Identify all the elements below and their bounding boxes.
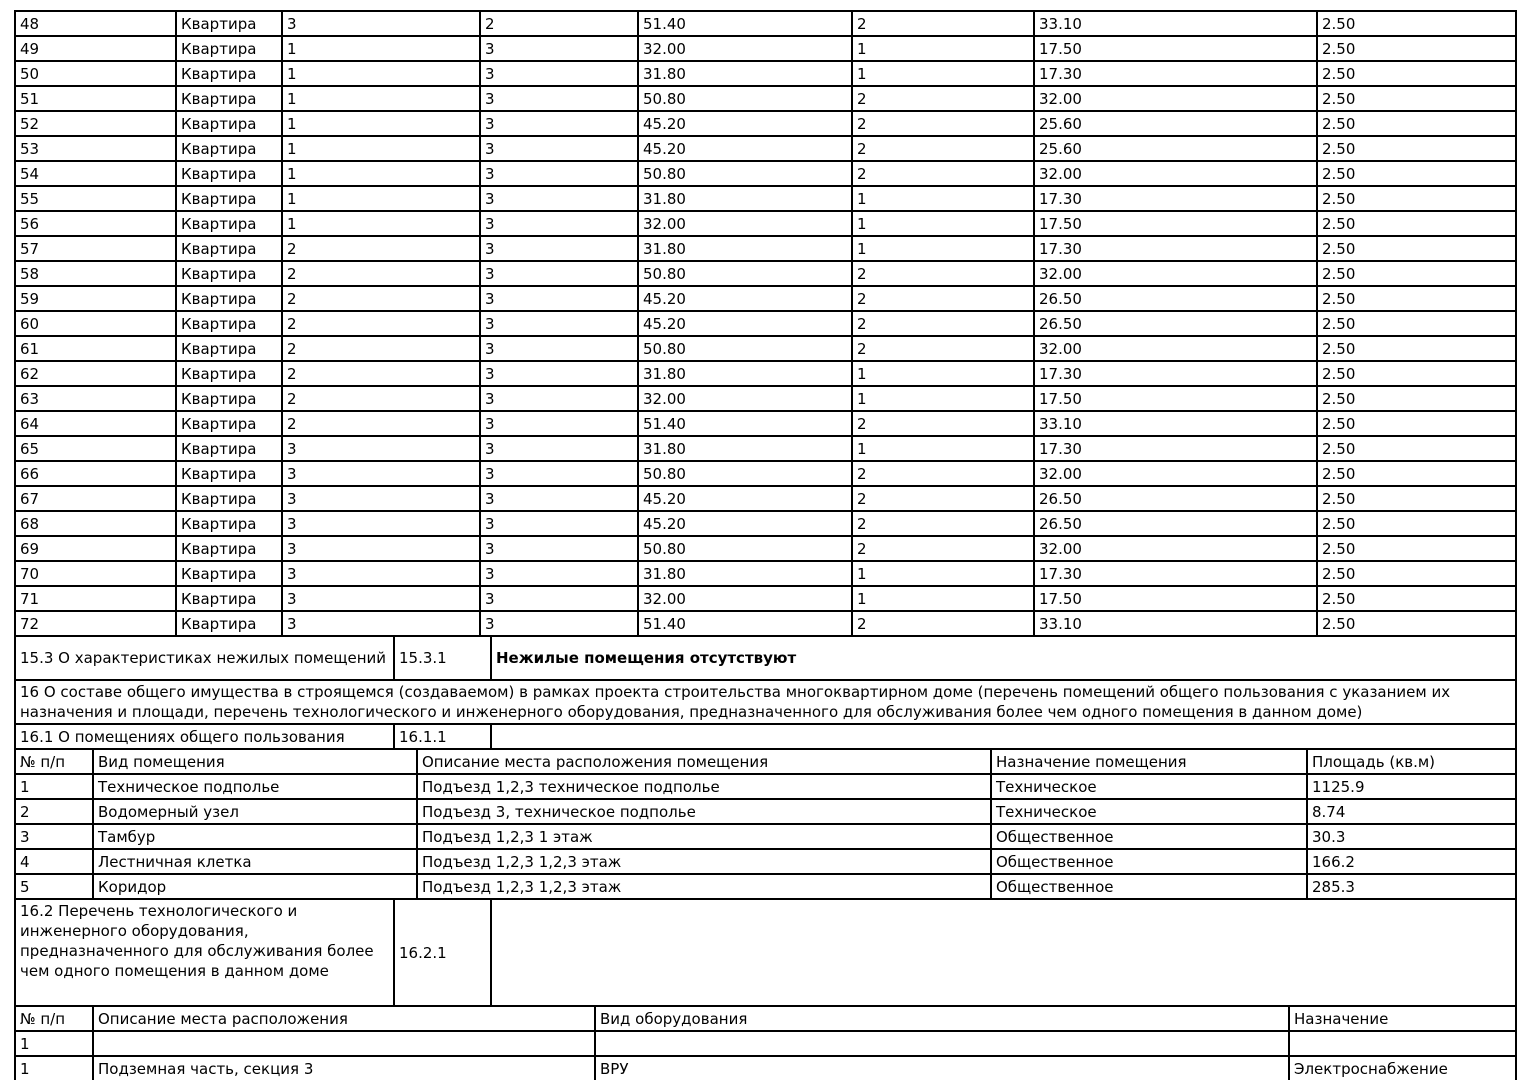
table-cell: Квартира <box>176 286 282 311</box>
table-cell: 3 <box>480 161 638 186</box>
table-cell: 2.50 <box>1317 311 1516 336</box>
table-cell: Квартира <box>176 236 282 261</box>
table-cell: 3 <box>480 436 638 461</box>
table-cell: 32.00 <box>638 211 852 236</box>
table-cell: 1 <box>282 61 480 86</box>
column-header: № п/п <box>15 749 93 774</box>
table-cell: Квартира <box>176 61 282 86</box>
table-cell: 2.50 <box>1317 536 1516 561</box>
section-16-1-code: 16.1.1 <box>394 724 491 749</box>
table-cell: 31.80 <box>638 186 852 211</box>
table-cell: 2 <box>282 311 480 336</box>
table-cell: 17.30 <box>1034 361 1317 386</box>
table-header-row <box>15 1006 1516 1031</box>
table-cell: Квартира <box>176 586 282 611</box>
table-cell: 2.50 <box>1317 261 1516 286</box>
table-cell: 3 <box>282 536 480 561</box>
table-cell: 31.80 <box>638 61 852 86</box>
table-cell: 33.10 <box>1034 11 1317 36</box>
table-row <box>15 536 1516 561</box>
table-cell: 33.10 <box>1034 411 1317 436</box>
table-cell: 17.50 <box>1034 211 1317 236</box>
table-cell: 3 <box>480 511 638 536</box>
table-cell: 2 <box>852 161 1034 186</box>
table-cell: 49 <box>15 36 176 61</box>
table-cell: 3 <box>480 536 638 561</box>
table-cell: 1 <box>852 561 1034 586</box>
table-cell: 1 <box>852 586 1034 611</box>
table-cell: 45.20 <box>638 136 852 161</box>
table-cell: Квартира <box>176 411 282 436</box>
table-cell: Квартира <box>176 436 282 461</box>
table-cell: Квартира <box>176 311 282 336</box>
table-cell: 3 <box>282 511 480 536</box>
table-cell: Квартира <box>176 536 282 561</box>
table-cell: 3 <box>15 824 93 849</box>
table-cell: 3 <box>480 611 638 636</box>
table-cell: 2.50 <box>1317 511 1516 536</box>
table-cell: 1 <box>15 1056 93 1080</box>
table-cell: 50.80 <box>638 536 852 561</box>
table-cell: 2 <box>852 111 1034 136</box>
table-cell: 2 <box>852 11 1034 36</box>
table-cell: 1 <box>15 774 93 799</box>
table-row <box>15 11 1516 36</box>
table-cell: 48 <box>15 11 176 36</box>
table-cell: 2 <box>852 511 1034 536</box>
table-cell: 3 <box>480 586 638 611</box>
table-cell: 45.20 <box>638 511 852 536</box>
table-cell: 2.50 <box>1317 86 1516 111</box>
table-cell: Квартира <box>176 361 282 386</box>
table-cell: 60 <box>15 311 176 336</box>
table-cell: 2 <box>852 311 1034 336</box>
table-row <box>15 511 1516 536</box>
table-cell: 33.10 <box>1034 611 1317 636</box>
table-cell: 2.50 <box>1317 336 1516 361</box>
table-cell: 5 <box>15 874 93 899</box>
table-row <box>15 611 1516 636</box>
section-15-3-label: 15.3 О характеристиках нежилых помещений <box>15 636 394 680</box>
table-cell: Квартира <box>176 611 282 636</box>
table-row <box>15 236 1516 261</box>
table-row <box>15 680 1516 724</box>
table-cell: 56 <box>15 211 176 236</box>
table-row <box>15 386 1516 411</box>
table-cell: 17.30 <box>1034 561 1317 586</box>
table-cell: 3 <box>282 486 480 511</box>
table-cell: 2 <box>852 461 1034 486</box>
table-cell: 65 <box>15 436 176 461</box>
table-cell: 32.00 <box>1034 261 1317 286</box>
table-cell: 2 <box>852 536 1034 561</box>
table-cell: 31.80 <box>638 436 852 461</box>
table-cell: 1 <box>15 1031 93 1056</box>
table-cell: 3 <box>480 461 638 486</box>
table-cell: 67 <box>15 486 176 511</box>
table-cell: 2.50 <box>1317 461 1516 486</box>
table-cell: 17.50 <box>1034 36 1317 61</box>
table-cell: 63 <box>15 386 176 411</box>
table-row <box>15 724 1516 749</box>
table-cell: 1 <box>282 36 480 61</box>
table-row <box>15 61 1516 86</box>
table-cell: Подъезд 3, техническое подполье <box>417 799 991 824</box>
table-cell: 58 <box>15 261 176 286</box>
table-cell: 2.50 <box>1317 286 1516 311</box>
table-cell: 1 <box>852 211 1034 236</box>
table-cell: 3 <box>282 611 480 636</box>
column-header: Вид оборудования <box>595 1006 1289 1031</box>
table-cell: Квартира <box>176 186 282 211</box>
table-cell: 2 <box>282 336 480 361</box>
table-cell: 2.50 <box>1317 236 1516 261</box>
table-cell: Квартира <box>176 261 282 286</box>
table-cell: 3 <box>282 461 480 486</box>
table-row <box>15 186 1516 211</box>
table-cell: 69 <box>15 536 176 561</box>
table-cell: 1 <box>282 136 480 161</box>
table-cell: 2.50 <box>1317 36 1516 61</box>
table-cell: 68 <box>15 511 176 536</box>
column-header: № п/п <box>15 1006 93 1031</box>
table-cell: 2.50 <box>1317 111 1516 136</box>
table-cell: Подъезд 1,2,3 1,2,3 этаж <box>417 874 991 899</box>
table-cell: 26.50 <box>1034 311 1317 336</box>
table-cell: 2.50 <box>1317 411 1516 436</box>
column-header: Назначение <box>1289 1006 1516 1031</box>
apartments-table <box>14 10 1517 637</box>
table-cell: 31.80 <box>638 361 852 386</box>
table-cell: 1 <box>852 36 1034 61</box>
table-cell: 3 <box>480 211 638 236</box>
table-row <box>15 336 1516 361</box>
table-cell: Техническое <box>991 774 1307 799</box>
table-cell: 1 <box>282 186 480 211</box>
table-row <box>15 849 1516 874</box>
table-cell: 8.74 <box>1307 799 1516 824</box>
section-16-1-label: 16.1 О помещениях общего пользования <box>15 724 394 749</box>
table-cell: 50.80 <box>638 336 852 361</box>
table-cell: 17.30 <box>1034 61 1317 86</box>
table-cell: 50.80 <box>638 261 852 286</box>
table-cell: Подъезд 1,2,3 техническое подполье <box>417 774 991 799</box>
table-cell: 1 <box>852 361 1034 386</box>
table-row <box>15 436 1516 461</box>
table-cell: 2.50 <box>1317 611 1516 636</box>
table-cell: 32.00 <box>1034 161 1317 186</box>
table-cell: 3 <box>480 86 638 111</box>
table-cell: Техническое <box>991 799 1307 824</box>
table-row <box>15 111 1516 136</box>
table-cell: 1 <box>282 86 480 111</box>
table-cell: 26.50 <box>1034 511 1317 536</box>
table-cell: 1 <box>852 236 1034 261</box>
table-row <box>15 261 1516 286</box>
table-cell: Коридор <box>93 874 417 899</box>
table-cell: 2.50 <box>1317 561 1516 586</box>
table-cell: 2.50 <box>1317 586 1516 611</box>
table-cell <box>1289 1031 1516 1056</box>
table-cell: 54 <box>15 161 176 186</box>
table-cell: 25.60 <box>1034 111 1317 136</box>
table-row <box>15 311 1516 336</box>
section-15-3-value: Нежилые помещения отсутствуют <box>491 636 1516 680</box>
table-cell: Квартира <box>176 386 282 411</box>
column-header: Площадь (кв.м) <box>1307 749 1516 774</box>
table-cell: 2.50 <box>1317 161 1516 186</box>
table-cell: 1 <box>282 111 480 136</box>
table-cell: Лестничная клетка <box>93 849 417 874</box>
table-cell: 2 <box>282 386 480 411</box>
table-cell: Подъезд 1,2,3 1,2,3 этаж <box>417 849 991 874</box>
table-cell: 3 <box>480 36 638 61</box>
table-row <box>15 136 1516 161</box>
table-cell: 50.80 <box>638 86 852 111</box>
table-row <box>15 486 1516 511</box>
column-header: Назначение помещения <box>991 749 1307 774</box>
table-row <box>15 799 1516 824</box>
table-cell: 2.50 <box>1317 486 1516 511</box>
table-cell: 45.20 <box>638 311 852 336</box>
table-row <box>15 774 1516 799</box>
table-cell: 1 <box>852 436 1034 461</box>
table-cell: 17.30 <box>1034 236 1317 261</box>
table-cell: 3 <box>480 286 638 311</box>
section-16-header <box>14 679 1517 725</box>
table-cell: 3 <box>480 311 638 336</box>
table-cell <box>93 1031 595 1056</box>
table-cell: 3 <box>480 361 638 386</box>
table-cell: Квартира <box>176 486 282 511</box>
table-cell: 17.50 <box>1034 386 1317 411</box>
table-cell: 45.20 <box>638 486 852 511</box>
table-cell: 70 <box>15 561 176 586</box>
table-cell: 72 <box>15 611 176 636</box>
table-cell: Техническое подполье <box>93 774 417 799</box>
section-16-1-row <box>14 723 1517 750</box>
table-cell: 51.40 <box>638 411 852 436</box>
table-cell: 50 <box>15 61 176 86</box>
table-cell: 1 <box>852 386 1034 411</box>
table-cell: 32.00 <box>638 386 852 411</box>
section-15-3-row <box>14 635 1517 681</box>
table-cell: 51.40 <box>638 611 852 636</box>
table-cell: 3 <box>480 336 638 361</box>
table-cell: Квартира <box>176 111 282 136</box>
table-cell: 2 <box>852 411 1034 436</box>
table-cell: Водомерный узел <box>93 799 417 824</box>
table-cell: 2.50 <box>1317 61 1516 86</box>
column-header: Описание места расположения <box>93 1006 595 1031</box>
table-cell: Подземная часть, секция 3 <box>93 1056 595 1080</box>
table-cell: 3 <box>282 436 480 461</box>
table-cell: 1 <box>282 211 480 236</box>
section-16-text: 16 О составе общего имущества в строящемся (создаваемом) в рамках проекта строительства многоквартирном доме (перечень помещений общего пользования с указанием их назначения и площади, перечень технологического и инженерного оборудования, предназначенного для обслуживания более чем одного помещения в данном доме) <box>15 680 1516 724</box>
table-cell: 2.50 <box>1317 211 1516 236</box>
table-cell: 2 <box>852 486 1034 511</box>
table-cell: 53 <box>15 136 176 161</box>
table-cell: 2 <box>282 286 480 311</box>
table-cell: 2.50 <box>1317 386 1516 411</box>
table-cell: Квартира <box>176 561 282 586</box>
table-cell: Квартира <box>176 86 282 111</box>
table-cell: 51.40 <box>638 11 852 36</box>
table-row <box>15 586 1516 611</box>
table-cell: 1125.9 <box>1307 774 1516 799</box>
table-cell: 2.50 <box>1317 436 1516 461</box>
table-cell: 2 <box>852 286 1034 311</box>
table-cell: 50.80 <box>638 161 852 186</box>
table-cell: 2 <box>480 11 638 36</box>
table-cell: 2 <box>15 799 93 824</box>
table-cell: Квартира <box>176 461 282 486</box>
table-cell: 166.2 <box>1307 849 1516 874</box>
table-cell: 32.00 <box>1034 336 1317 361</box>
table-cell: 3 <box>480 411 638 436</box>
table-cell: 64 <box>15 411 176 436</box>
table-cell: 2 <box>282 411 480 436</box>
table-cell: Подъезд 1,2,3 1 этаж <box>417 824 991 849</box>
equipment-table <box>14 1005 1517 1080</box>
table-row <box>15 286 1516 311</box>
section-16-2-row <box>14 898 1517 1007</box>
table-cell: 2.50 <box>1317 11 1516 36</box>
table-cell: 2 <box>282 236 480 261</box>
table-cell: Квартира <box>176 211 282 236</box>
table-cell: ВРУ <box>595 1056 1289 1080</box>
table-cell: Общественное <box>991 824 1307 849</box>
table-header-row <box>15 749 1516 774</box>
table-cell: 3 <box>480 386 638 411</box>
section-16-2-code: 16.2.1 <box>394 899 491 1006</box>
table-cell: 285.3 <box>1307 874 1516 899</box>
table-cell: 45.20 <box>638 286 852 311</box>
column-header: Вид помещения <box>93 749 417 774</box>
table-row <box>15 1056 1516 1080</box>
table-cell: 3 <box>480 61 638 86</box>
table-cell: Тамбур <box>93 824 417 849</box>
table-cell: 3 <box>480 561 638 586</box>
table-cell: 30.3 <box>1307 824 1516 849</box>
table-cell: 3 <box>480 486 638 511</box>
table-row <box>15 86 1516 111</box>
table-row <box>15 411 1516 436</box>
table-cell: 62 <box>15 361 176 386</box>
table-cell: 3 <box>282 561 480 586</box>
table-cell: 57 <box>15 236 176 261</box>
table-cell: 55 <box>15 186 176 211</box>
table-cell: 2 <box>852 86 1034 111</box>
table-cell: 32.00 <box>638 586 852 611</box>
table-cell: 2 <box>282 261 480 286</box>
table-cell: 2 <box>852 261 1034 286</box>
section-16-2-empty <box>491 899 1516 1006</box>
table-cell: 45.20 <box>638 111 852 136</box>
table-cell: 2 <box>852 336 1034 361</box>
table-cell: 1 <box>852 61 1034 86</box>
table-cell: 3 <box>480 111 638 136</box>
column-header: Описание места расположения помещения <box>417 749 991 774</box>
table-cell: Квартира <box>176 511 282 536</box>
table-cell: 32.00 <box>638 36 852 61</box>
table-cell: 17.50 <box>1034 586 1317 611</box>
table-cell: Общественное <box>991 849 1307 874</box>
table-cell: 3 <box>282 586 480 611</box>
common-rooms-table <box>14 748 1517 900</box>
table-cell: 3 <box>282 11 480 36</box>
table-cell: 3 <box>480 236 638 261</box>
table-cell: Квартира <box>176 336 282 361</box>
table-cell: 3 <box>480 186 638 211</box>
section-16-1-empty <box>491 724 1516 749</box>
table-cell: 32.00 <box>1034 536 1317 561</box>
table-cell: Общественное <box>991 874 1307 899</box>
table-cell: Квартира <box>176 11 282 36</box>
table-cell: 1 <box>282 161 480 186</box>
table-row <box>15 636 1516 680</box>
table-cell: 1 <box>852 186 1034 211</box>
table-row <box>15 899 1516 1006</box>
table-cell: 61 <box>15 336 176 361</box>
table-cell: Квартира <box>176 136 282 161</box>
table-cell: 4 <box>15 849 93 874</box>
table-cell: 31.80 <box>638 561 852 586</box>
table-cell: 26.50 <box>1034 286 1317 311</box>
table-cell: 2 <box>852 136 1034 161</box>
table-cell: 17.30 <box>1034 186 1317 211</box>
table-row <box>15 211 1516 236</box>
table-row <box>15 461 1516 486</box>
table-cell <box>595 1031 1289 1056</box>
table-cell: 17.30 <box>1034 436 1317 461</box>
table-cell: 2.50 <box>1317 136 1516 161</box>
table-cell: 2 <box>852 611 1034 636</box>
table-cell: Квартира <box>176 161 282 186</box>
table-row <box>15 1031 1516 1056</box>
table-cell: 50.80 <box>638 461 852 486</box>
table-row <box>15 824 1516 849</box>
table-row <box>15 361 1516 386</box>
section-16-2-label: 16.2 Перечень технологического и инженерного оборудования, предназначенного для обслуживания более чем одного помещения в данном доме <box>15 899 394 1006</box>
table-cell: 66 <box>15 461 176 486</box>
table-cell: Квартира <box>176 36 282 61</box>
table-cell: 32.00 <box>1034 461 1317 486</box>
table-row <box>15 561 1516 586</box>
table-row <box>15 161 1516 186</box>
table-cell: 26.50 <box>1034 486 1317 511</box>
table-cell: 32.00 <box>1034 86 1317 111</box>
table-row <box>15 36 1516 61</box>
table-cell: 2.50 <box>1317 186 1516 211</box>
table-cell: 2 <box>282 361 480 386</box>
section-15-3-code: 15.3.1 <box>394 636 491 680</box>
table-cell: 3 <box>480 261 638 286</box>
table-row <box>15 874 1516 899</box>
table-cell: 51 <box>15 86 176 111</box>
table-cell: 71 <box>15 586 176 611</box>
table-cell: 59 <box>15 286 176 311</box>
table-cell: Электроснабжение <box>1289 1056 1516 1080</box>
table-cell: 3 <box>480 136 638 161</box>
table-cell: 31.80 <box>638 236 852 261</box>
table-cell: 25.60 <box>1034 136 1317 161</box>
table-cell: 52 <box>15 111 176 136</box>
table-cell: 2.50 <box>1317 361 1516 386</box>
